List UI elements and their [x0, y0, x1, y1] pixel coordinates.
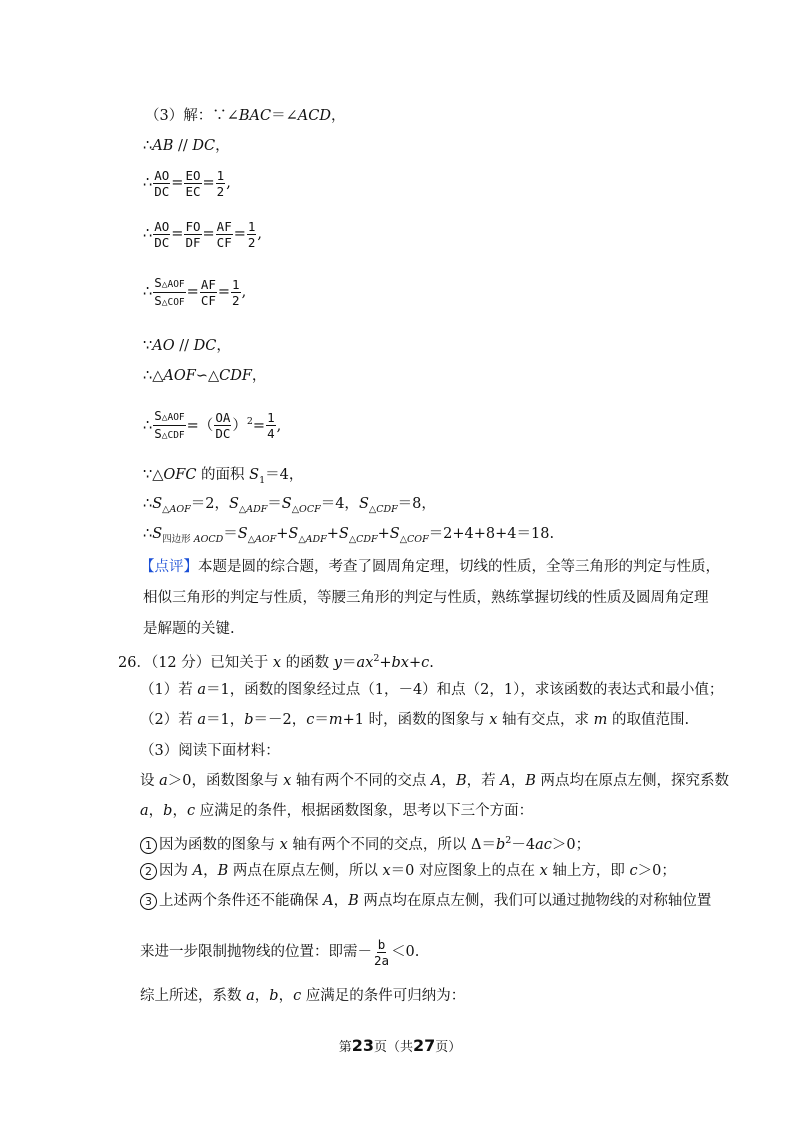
line-6: ∴△AOF∽△CDF，: [143, 368, 267, 384]
paragraph-2: a，b，c 应满足的条件，根据函数图象，思考以下三个方面：: [140, 803, 534, 819]
page-footer: 第23页（共27页）: [338, 1036, 462, 1055]
ratio-line-3: ∴ S△AOF S△COF = $\frac{AF}{CF}$ = $\frac{1}{2}$ ,: [143, 274, 247, 308]
summary-line: 综上所述，系数 a，b，c 应满足的条件可归纳为：: [140, 988, 466, 1004]
question-3: （3）阅读下面材料：: [140, 743, 280, 759]
circled-three-icon: 3: [140, 893, 157, 910]
review-tag: 【点评】: [140, 559, 198, 575]
ratio-line-1: ∴ $\frac{AO}{DC}$ = $\frac{EO}{EC}$ = $\frac{1}{2}$ ,: [143, 167, 231, 199]
line-1: （3）解：∵∠BAC＝∠ACD，: [145, 108, 346, 124]
circled-one-icon: 1: [140, 837, 157, 854]
line-8: ∵△OFC 的面积 $S_1=4$，: [143, 467, 304, 486]
question-1: （1）若 a＝1，函数的图象经过点（1，－4）和点（2，1），求该函数的表达式和最小值；: [140, 682, 724, 698]
condition-1: 1 因为函数的图象与 x 轴有两个不同的交点，所以 $\Delta=b^2-4ac>0$；: [140, 831, 590, 855]
review-line-1: 【点评】本题是圆的综合题，考查了圆周角定理，切线的性质，全等三角形的判定与性质，: [140, 559, 720, 575]
condition-3-continued: 来进一步限制抛物线的位置：即需－ $\frac{b}{2a}$ ＜0.: [140, 936, 420, 968]
condition-3: 3 上述两个条件还不能确保 A，B 两点均在原点左侧，我们可以通过抛物线的对称轴位置: [140, 891, 711, 911]
paragraph-1: 设 a＞0，函数图象与 x 轴有两个不同的交点 A，B，若 A，B 两点均在原点左侧，探究系数: [140, 773, 730, 789]
ratio-line-4: ∴ S△AOF S△CDF =（ $\frac{OA}{DC}$ ）$^2$= $\frac{1}{4}$ ,: [143, 408, 282, 442]
ratio-line-2: ∴ $\frac{AO}{DC}$ = $\frac{FO}{DF}$ = $\frac{AF}{CF}$ = $\frac{1}{2}$ ,: [143, 218, 263, 250]
line-9: $\therefore S_{\triangle AOF}=2$，$S_{\triangle ADF}=S_{\triangle OCF}=4$，$S_{\triangle CDF}=8$，: [143, 496, 436, 515]
circled-two-icon: 2: [140, 863, 157, 880]
total-pages: 27: [413, 1036, 436, 1055]
review-line-3: 是解题的关键.: [143, 621, 235, 637]
problem-stem: 26．（12 分）已知关于 x 的函数 $y=ax^2+bx+c$.: [118, 653, 434, 671]
page-number: 23: [351, 1036, 374, 1055]
line-10: $\therefore S_{四边形 AOCD}=S_{\triangle AOF}+S_{\triangle ADF}+S_{\triangle CDF}+S_{\triangle COF}=2+4+8+4=18$.: [143, 526, 555, 545]
line-2: ∴AB // DC，: [143, 138, 230, 154]
question-2: （2）若 a＝1，b＝－2，c＝m+1 时，函数的图象与 x 轴有交点，求 m 的取值范围.: [140, 712, 690, 728]
condition-2: 2 因为 A，B 两点在原点左侧，所以 x＝0 对应图象上的点在 x 轴上方，即 c＞0；: [140, 861, 676, 881]
review-line-2: 相似三角形的判定与性质，等腰三角形的判定与性质，熟练掌握切线的性质及圆周角定理: [143, 590, 709, 606]
line-5: ∵AO // DC，: [143, 338, 231, 354]
